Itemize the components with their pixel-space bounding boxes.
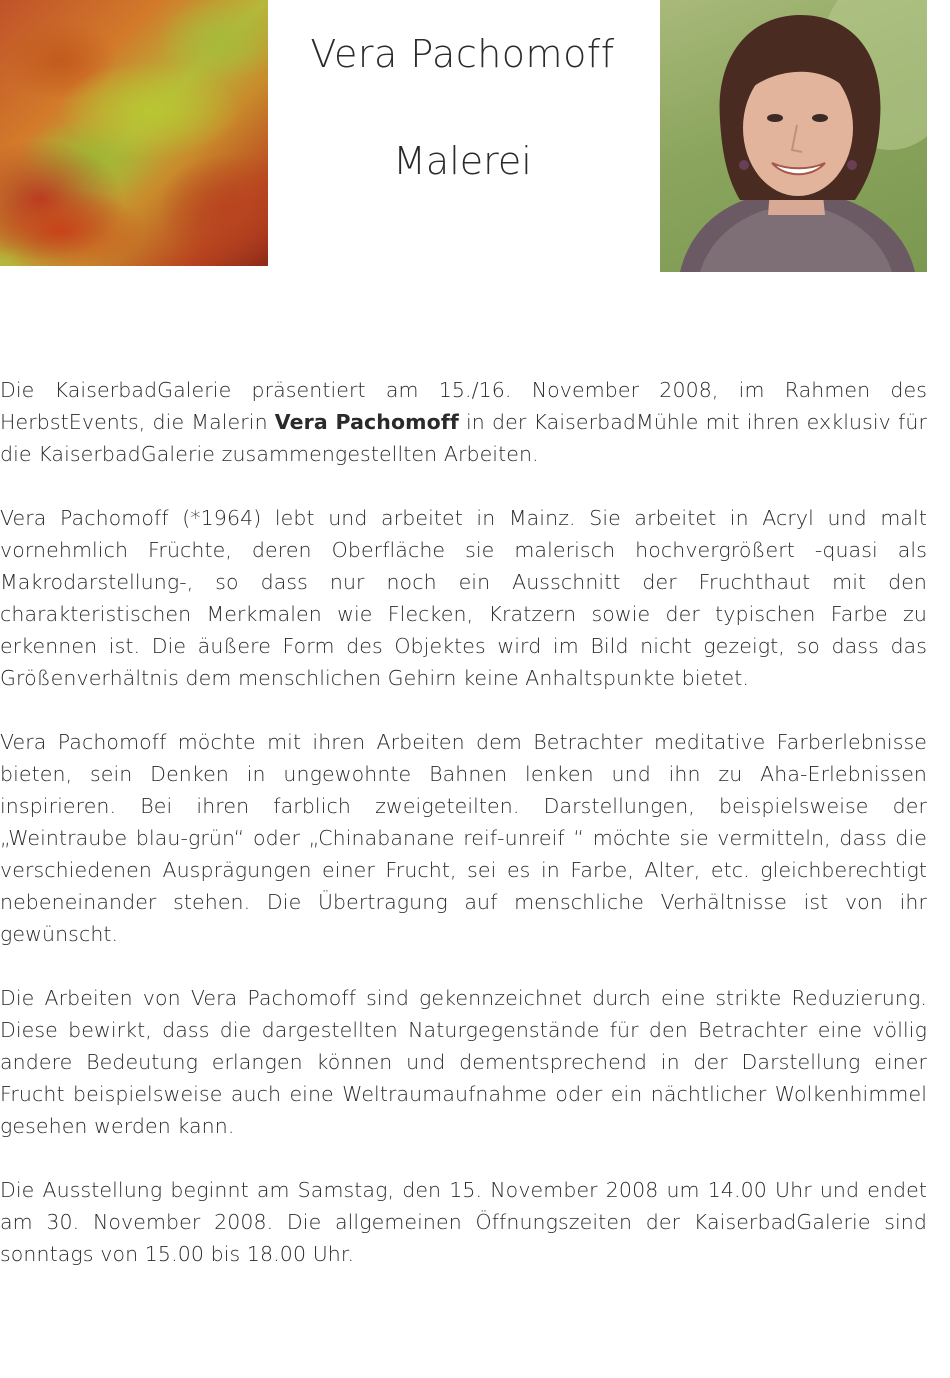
artist-name-bold: Vera Pachomoff <box>274 410 459 434</box>
portrait-photo <box>660 0 927 272</box>
subtitle-heading: Malerei <box>393 139 532 183</box>
artist-name-heading: Vera Pachomoff <box>310 32 615 76</box>
paragraph-intention: Vera Pachomoff möchte mit ihren Arbeiten dem Betrachter meditative Farberlebnisse bieten, sein Denken in ungewohnte Bahnen lenken und ihn zu Aha-Erlebnissen inspirieren. Bei ihren farblich zweigeteilten. Darstellungen, beispielsweise der „Weintraube blau-grün“ oder „Chinabanane reif-unreif “ möchte sie vermitteln, dass die verschiedenen Ausprägungen einer Frucht, sei es in Farbe, Alter, etc. gleichberechtigt nebeneinander stehen. Die Übertragung auf menschliche Verhältnisse ist von ihr gewünscht. <box>0 730 927 946</box>
paragraph-intro-part2: in der KaiserbadMühle mit ihren exklusiv für die KaiserbadGalerie zusammengestellten Arbeiten. <box>0 410 927 466</box>
body-text <box>0 374 927 1302</box>
painting-image <box>0 0 268 266</box>
paragraph-intro-part1: Die KaiserbadGalerie präsentiert am 15./16. November 2008, im Rahmen des HerbstEvents, die Malerin <box>0 378 927 434</box>
paragraph-dates: Die Ausstellung beginnt am Samstag, den 15. November 2008 um 14.00 Uhr und endet am 30. November 2008. Die allgemeinen Öffnungszeiten der KaiserbadGalerie sind sonntags von 15.00 bis 18.00 Uhr. <box>0 1178 927 1266</box>
paragraph-reduction: Die Arbeiten von Vera Pachomoff sind gekennzeichnet durch eine strikte Reduzierung. Diese bewirkt, dass die dargestellten Naturgegenstände für den Betrachter eine völlig andere Bedeutung erlangen können und dementsprechend in der Darstellung einer Frucht beispielsweise auch eine Weltraumaufnahme oder ein nächtlicher Wolkenhimmel gesehen werden kann. <box>0 986 927 1138</box>
title-block <box>290 30 635 185</box>
paragraph-intro <box>0 374 927 470</box>
paragraph-biography: Vera Pachomoff (*1964) lebt und arbeitet in Mainz. Sie arbeitet in Acryl und malt vornehmlich Früchte, deren Oberfläche sie malerisch hochvergrößert -quasi als Makrodarstellung-, so dass nur noch ein Ausschnitt der Fruchthaut mit den charakteristischen Merkmalen wie Flecken, Kratzern sowie der typischen Farbe zu erkennen ist. Die äußere Form des Objektes wird im Bild nicht gezeigt, so dass das Größenverhältnis dem menschlichen Gehirn keine Anhaltspunkte bietet. <box>0 506 927 690</box>
